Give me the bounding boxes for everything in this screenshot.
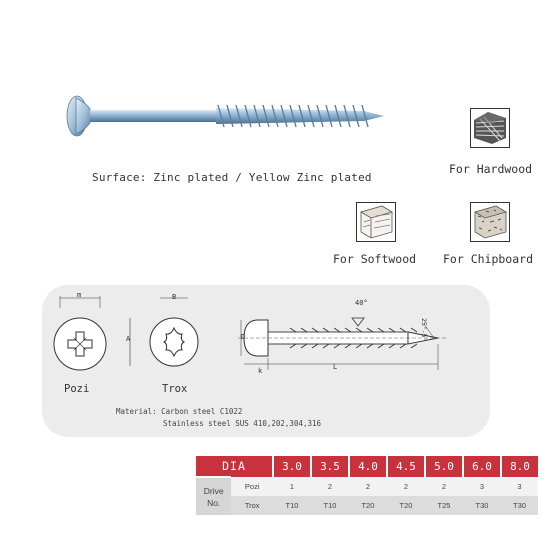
material-line1: Carbon steel C1022 <box>161 407 243 416</box>
drive-no-label: Drive No. <box>196 477 231 515</box>
dia-value: 3.0 <box>273 456 311 477</box>
table-cell: 2 <box>425 477 463 496</box>
surface-text: Surface: Zinc plated / Yellow Zinc plated <box>92 171 372 184</box>
table-cell: 3 <box>463 477 501 496</box>
table-cell: T10 <box>311 496 349 515</box>
pozi-head-drawing <box>48 294 112 374</box>
dim-d-label: D <box>241 333 246 341</box>
table-cell: 3 <box>501 477 538 496</box>
material-text <box>116 406 242 418</box>
hardwood-icon <box>470 108 510 148</box>
trox-head-drawing <box>126 292 206 372</box>
dia-value: 4.0 <box>349 456 387 477</box>
table-cell: T20 <box>349 496 387 515</box>
dim-m-label: m <box>77 291 82 299</box>
dia-value: 5.0 <box>425 456 463 477</box>
table-cell: T20 <box>387 496 425 515</box>
softwood-icon <box>356 202 396 242</box>
table-cell: T25 <box>425 496 463 515</box>
row-label-pozi: Pozi <box>231 477 273 496</box>
chipboard-label: For Chipboard <box>443 252 534 266</box>
trox-label: Trox <box>162 383 188 395</box>
screw-image <box>66 88 386 150</box>
table-cell: 2 <box>387 477 425 496</box>
row-label-trox: Trox <box>231 496 273 515</box>
pozi-label: Pozi <box>64 383 90 395</box>
softwood-label: For Softwood <box>333 252 417 266</box>
angle-25-label: 25°-5° <box>420 318 428 342</box>
dim-b-label: B <box>172 293 177 301</box>
dim-l-label: L <box>333 363 338 371</box>
material-text-line2: Stainless steel SUS 410,202,304,316 <box>163 419 322 428</box>
dia-header: DIA <box>196 456 273 477</box>
table-cell: T10 <box>273 496 311 515</box>
dim-a-label: A <box>126 335 131 343</box>
screw-profile-drawing <box>238 298 448 378</box>
table-cell: 2 <box>349 477 387 496</box>
chipboard-icon <box>470 202 510 242</box>
table-cell: T30 <box>463 496 501 515</box>
dim-k-label: k <box>258 367 263 375</box>
material-label: Material: <box>116 407 157 416</box>
dia-value: 8.0 <box>501 456 538 477</box>
spec-table <box>196 456 538 515</box>
dia-value: 4.5 <box>387 456 425 477</box>
table-cell: 2 <box>311 477 349 496</box>
hardwood-label: For Hardwood <box>449 162 533 176</box>
angle-40-label: 40° <box>355 299 368 307</box>
table-cell: T30 <box>501 496 538 515</box>
dia-value: 6.0 <box>463 456 501 477</box>
dia-value: 3.5 <box>311 456 349 477</box>
table-cell: 1 <box>273 477 311 496</box>
